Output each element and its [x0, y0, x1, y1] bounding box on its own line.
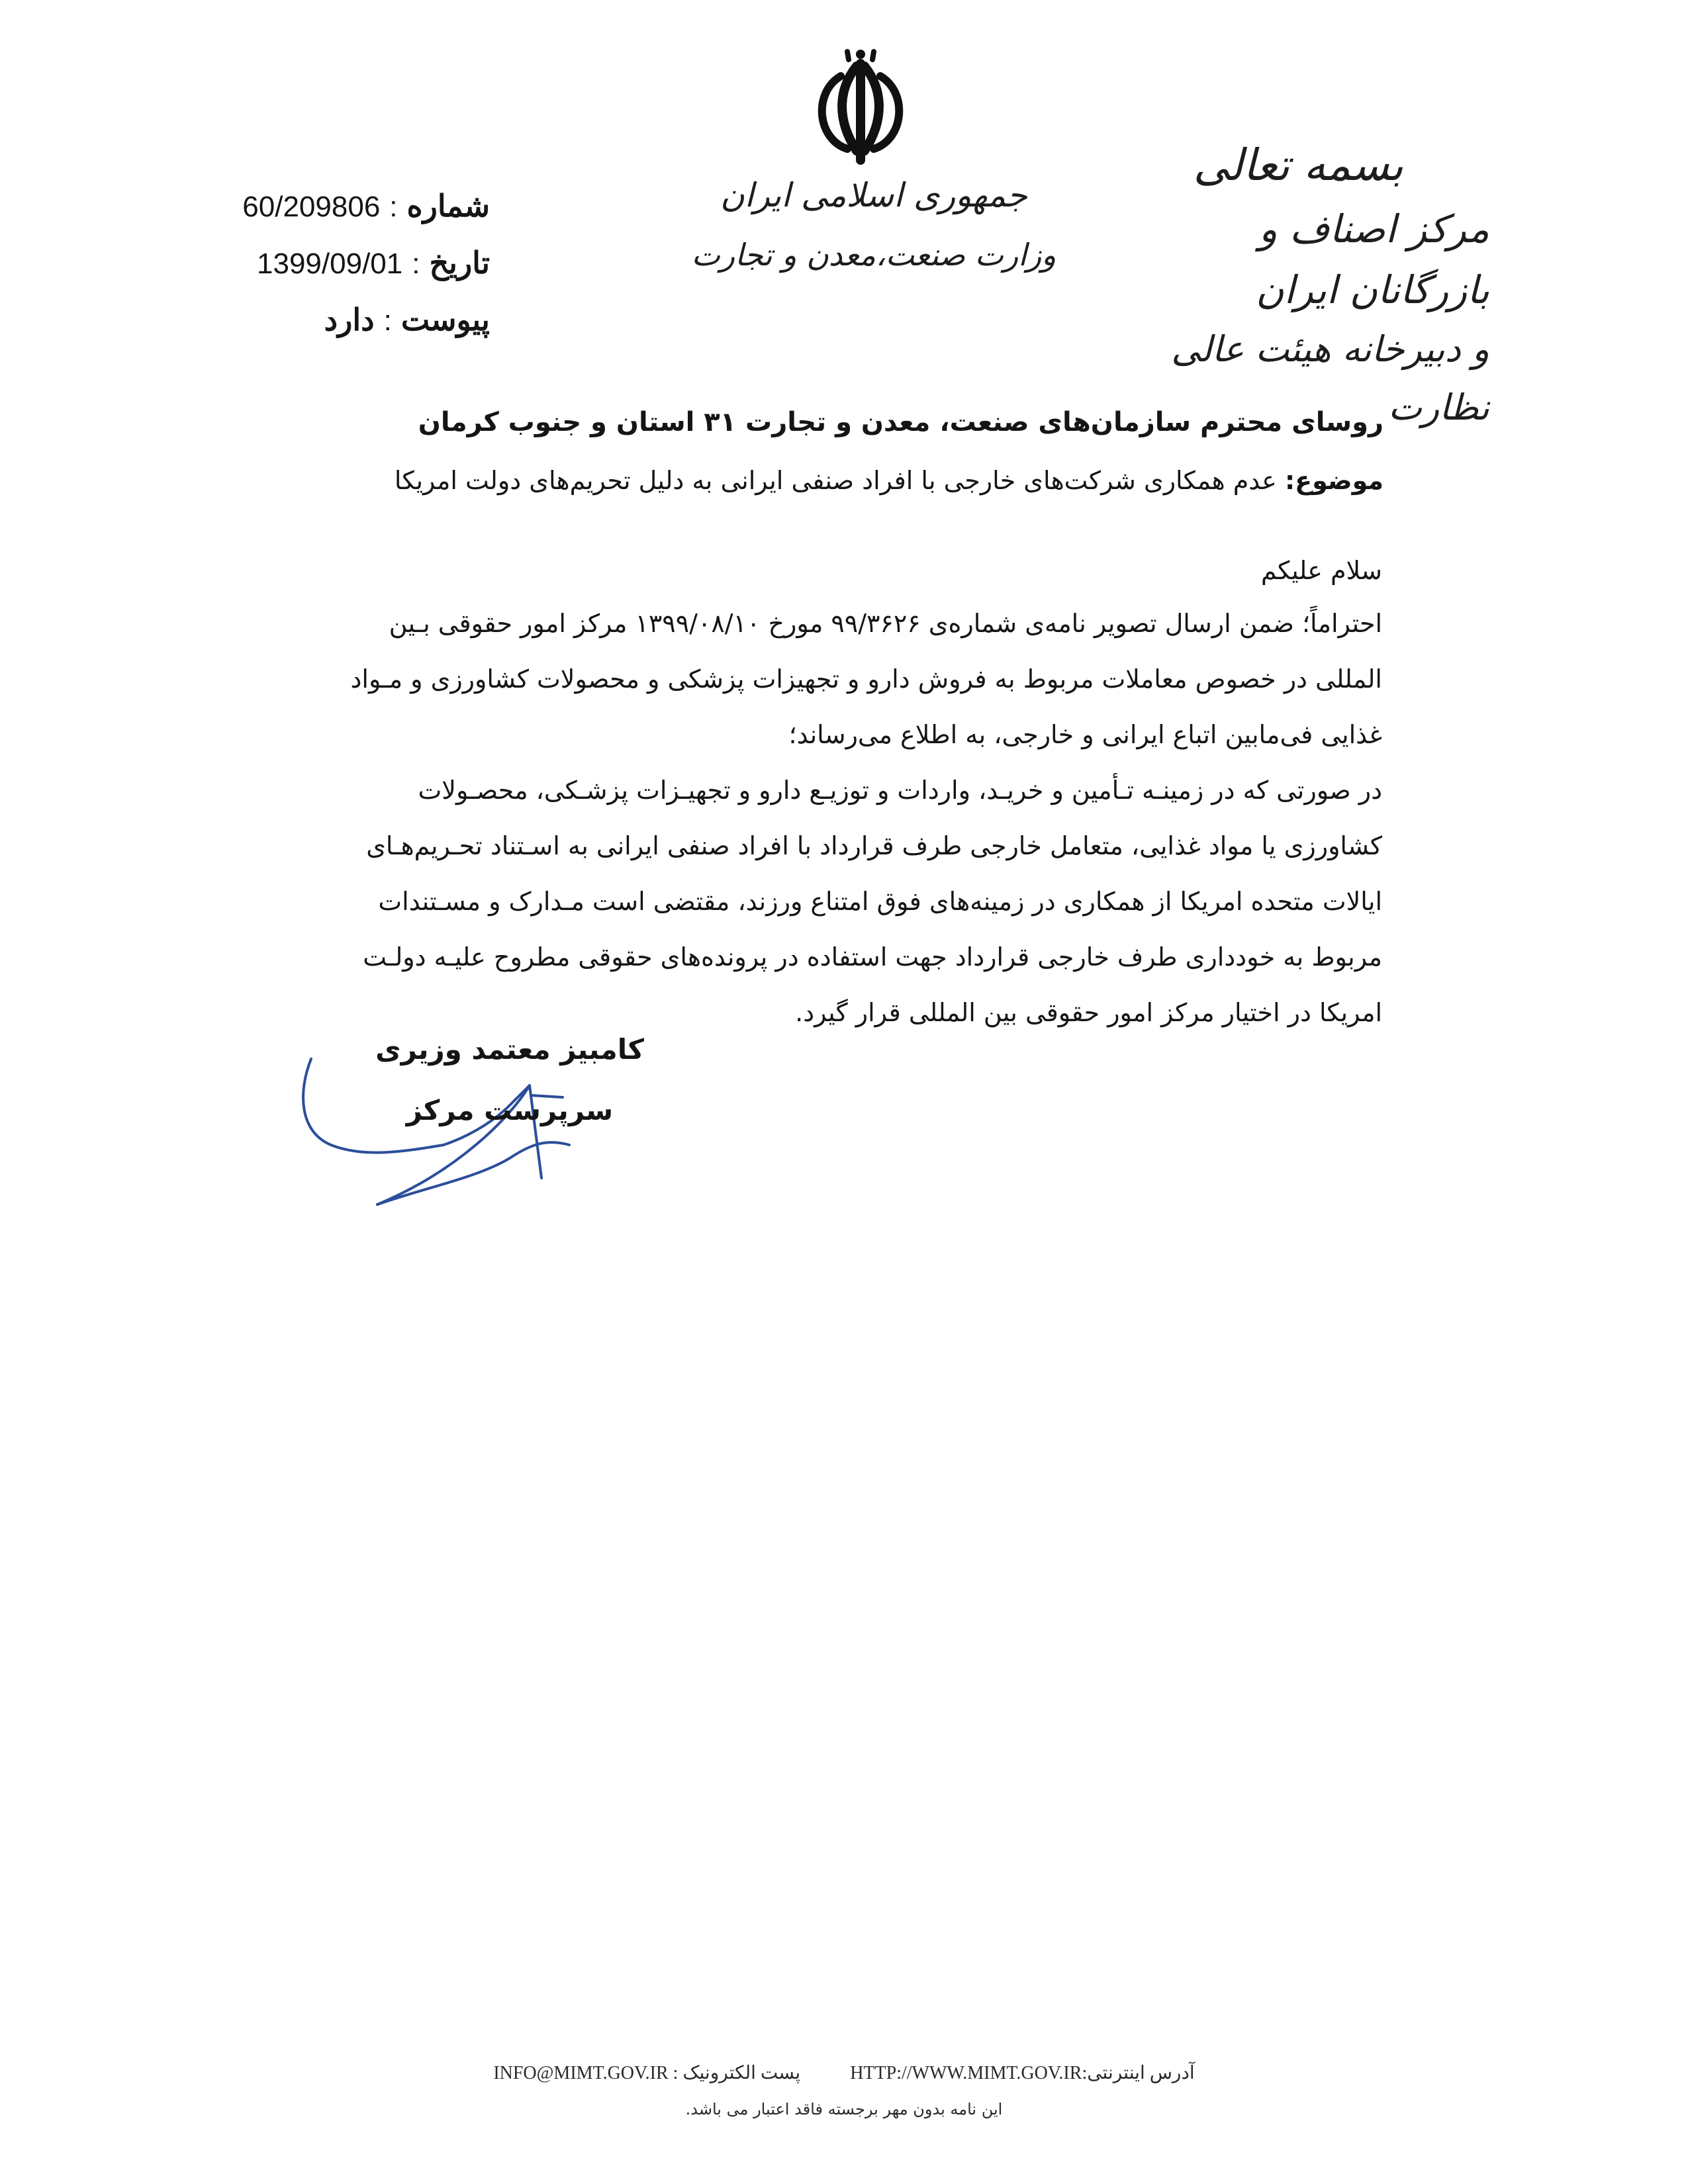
page-footer — [0, 2055, 1688, 2126]
paragraph-line: مربوط به خودداری طرف خارجی قرارداد جهت استفاده در پرونده‌های حقوقی مطروح علیـه دولـت — [363, 942, 1382, 972]
ministry-name: وزارت صنعت،معدن و تجارت — [691, 237, 1056, 273]
attachment-label: پیوست — [400, 302, 490, 337]
organization-name: مرکز اصناف و بازرگانان ایران — [1256, 206, 1489, 312]
date-label: تاریخ — [429, 246, 490, 280]
meta-number-row — [199, 177, 490, 234]
email-address[interactable]: INFO@MIMT.GOV.IR — [493, 2063, 669, 2083]
meta-attachment-row — [199, 291, 490, 348]
paragraph-line: ایالات متحده امریکا از همکاری در زمینه‌های فوق امتناع ورزند، مقتضی است مـدارک و مسـتندات — [378, 887, 1382, 916]
number-separator: : — [389, 191, 398, 223]
paragraph-line: امریکا در اختیار مرکز امور حقوقی بین المللی قرار گیرد. — [795, 998, 1382, 1027]
signatory-block — [357, 1019, 662, 1141]
attachment-separator: : — [383, 304, 392, 337]
number-label: شماره — [406, 189, 490, 223]
paragraph-line: المللی در خصوص معاملات مربوط به فروش دارو و تجهیزات پزشکی و محصولات کشاورزی و مـواد — [350, 664, 1382, 694]
issuer-header — [1119, 132, 1489, 437]
date-separator: : — [412, 248, 420, 280]
footer-email — [493, 2063, 800, 2083]
email-label: پست الکترونیک : — [673, 2063, 801, 2083]
signatory-name: کامبیز معتمد وزیری — [375, 1033, 644, 1066]
footer-contact — [0, 2055, 1688, 2092]
letter-date: 1399/09/01 — [257, 248, 403, 280]
footer-website — [850, 2063, 1194, 2083]
body-paragraph-1 — [310, 596, 1382, 762]
letter-meta — [199, 177, 490, 348]
signatory-title: سرپرست مرکز — [406, 1094, 614, 1126]
paragraph-line: کشاورزی یا مواد غذایی، متعامل خارجی طرف قرارداد با افراد صنفی ایرانی به اسـتناد تحـریم‌هـای — [366, 831, 1382, 860]
recipient-line: روسای محترم سازمان‌های صنعت، معدن و تجارت ۳۱ استان و جنوب کرمان — [418, 407, 1383, 437]
letter-number: 60/209806 — [242, 191, 381, 223]
iran-emblem-icon — [794, 40, 927, 172]
meta-date-row — [199, 234, 490, 291]
republic-name: جمهوری اسلامی ایران — [720, 176, 1027, 214]
government-header — [662, 165, 1086, 285]
paragraph-line: احتراماً؛ ضمن ارسال تصویر نامه‌ی شماره‌ی ۹۹/۳۶۲۶ مورخ ۱۳۹۹/۰۸/۱۰ مرکز امور حقوقی بـین — [389, 609, 1382, 638]
subject-label: موضوع: — [1284, 466, 1383, 495]
paragraph-line: در صورتی که در زمینـه تـأمین و خریـد، واردات و توزیـع دارو و تجهیـزات پزشـکی، محصـولات — [418, 776, 1382, 805]
validity-note: این نامه بدون مهر برجسته فاقد اعتبار می باشد. — [685, 2100, 1003, 2118]
attachment-value: دارد — [324, 302, 375, 337]
greeting: سلام علیکم — [1260, 556, 1382, 585]
website-label: آدرس اینترنتی: — [1082, 2063, 1195, 2083]
website-url[interactable]: HTTP://WWW.MIMT.GOV.IR — [850, 2063, 1082, 2083]
body-paragraph-2 — [310, 762, 1382, 1040]
bismillah-heading: بسمه تعالی — [1193, 140, 1403, 191]
subject-text: عدم همکاری شرکت‌های خارجی با افراد صنفی ایرانی به دلیل تحریم‌های دولت امریکا — [394, 466, 1277, 495]
paragraph-line: غذایی فی‌مابین اتباع ایرانی و خارجی، به اطلاع می‌رساند؛ — [788, 720, 1382, 749]
subject-line — [258, 453, 1383, 508]
organization-subtitle: و دبیرخانه هیئت عالی نظارت — [1171, 328, 1489, 428]
